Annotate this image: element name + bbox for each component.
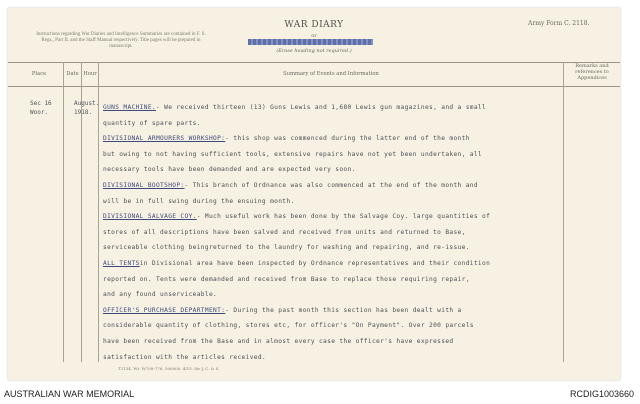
summary-line-text: but owing to not having sufficient tools, extensive repairs have not yet been undertaken, all [103,150,482,158]
summary-line [103,307,583,314]
place-line-2: Woor. [30,109,49,116]
column-divider [63,62,64,362]
column-header-summary: Summary of Events and Information [283,71,379,77]
section-heading: GUNS MACHINE. [103,104,156,111]
column-header-place: Place [31,71,47,77]
section-heading: DIVISIONAL BOOTSHOP: [103,182,185,189]
summary-line-text: - Much useful work has been done by the Salvage Coy. large quantities of [196,213,491,221]
summary-line-text: - We received thirteen (13) Guns Lewis and 1,680 Lewis gun magazines, and a small [155,104,487,111]
date-line-2: 1918. [74,109,93,116]
summary-line-text: will be in full swing during the ensuing month. [103,197,295,205]
summary-line-text: - this shop was commenced during the latter end of the month [225,135,470,143]
summary-line [103,291,583,298]
summary-line-text: quantity of spare parts. [103,119,201,127]
summary-line-text: necessary tools have been demanded and are expected very soon. [103,166,356,174]
summary-line-text: in Divisional area have been inspected by Ordnance representatives and their condition [139,260,491,267]
date-line-1: August. [74,100,100,107]
column-header-date: Date [66,71,79,77]
summary-line [103,198,583,205]
summary-line-text: reported on. Tents were demanded and received from Base to replace those requiring repair, [103,275,470,283]
summary-line [103,135,583,142]
place-line-1: Sec 16 [30,100,52,107]
diary-title: WAR DIARY [284,20,344,30]
war-diary-sheet [8,8,620,380]
instructions-note: Instructions regarding War Diaries and Intelligence Summaries are contained in F. S. Regs., Part II. and the Staff Manual respectively. Title pages will be prepared in manuscript. [36,32,206,50]
header-top-rule [8,62,620,63]
archive-caption: AUSTRALIAN WAR MEMORIAL [4,389,135,399]
erase-note: (Erase heading not required.) [276,48,352,54]
summary-line [103,229,583,236]
summary-line-text: - This branch of Ordnance was also commenced at the end of the month and [184,182,478,189]
summary-line [103,276,583,283]
column-header-remarks: Remarks and references to Appendices [575,63,609,81]
record-id: RCDIG1003660 [569,389,634,399]
summary-line [103,151,583,158]
form-number: Army Form C. 2118. [528,20,590,27]
section-heading: ALL TENTS [103,260,140,267]
summary-line [103,182,583,189]
section-heading: DIVISIONAL SALVAGE COY. [103,213,197,221]
summary-line [103,338,583,345]
summary-line [103,120,583,127]
column-divider [98,62,99,362]
summary-line [103,354,583,361]
summary-line-text: and any found unserviceable. [103,291,218,299]
summary-line-text: satisfaction with the articles received. [103,353,267,361]
summary-line-text: - During the past month this section has been dealt with a [225,306,462,314]
section-heading: OFFICER'S PURCHASE DEPARTMENT: [103,306,226,314]
summary-line [103,322,583,329]
summary-line [103,166,583,173]
summary-line-text: have been received from the Base and in almost every case the officer's have expressed [103,338,454,345]
summary-line-text: considerable quantity of clothing, stores etc, for officer's "On Payment". Over 200 parcels [103,322,474,330]
summary-line-text: serviceable clothing beingreturned to the laundry for washing and repairing, and re-issue. [103,244,470,252]
summary-line [103,104,583,111]
section-heading: DIVISIONAL ARMOURERS WORKSHOP: [103,135,226,143]
column-header-hour: Hour [83,71,97,77]
print-line: T2134. Wt. W708-776. 500000. 4/15. Sir J. C. & S. [118,366,220,371]
summary-line [103,213,583,220]
summary-line [103,260,583,267]
struck-heading [248,39,373,45]
of-label: or [311,33,317,39]
summary-line-text: stores of all descriptions have been salved and received from units and returned to Base, [103,228,466,236]
summary-line [103,244,583,251]
column-divider [81,62,82,362]
header-bottom-rule [8,86,620,87]
